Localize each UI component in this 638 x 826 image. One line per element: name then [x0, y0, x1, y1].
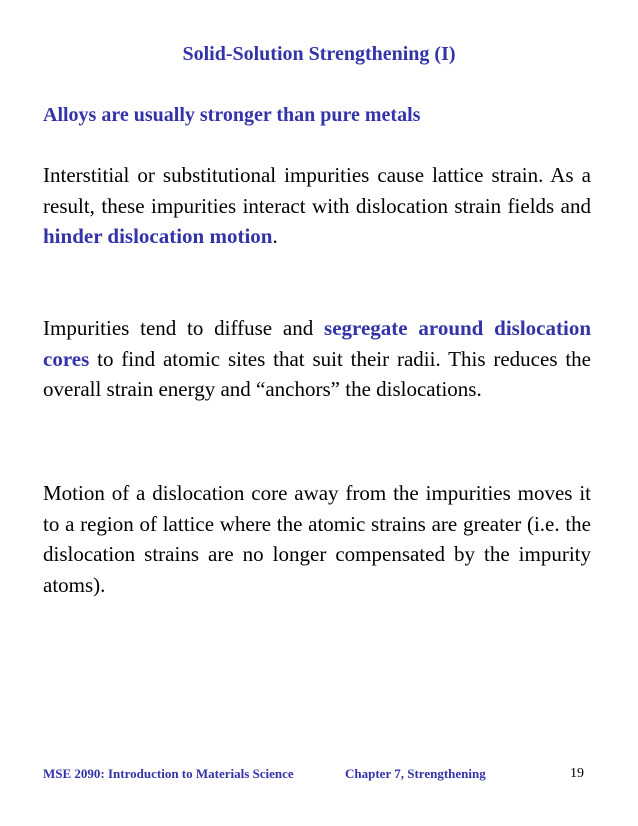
- highlight-segregate-around-cores: segregate around dislocation cores: [43, 316, 591, 371]
- paragraph-text: to find atomic sites that suit their radii. This reduces the overall strain energy and “anchors” the dislocations.: [43, 346, 591, 401]
- footer-course: MSE 2090: Introduction to Materials Science: [43, 766, 294, 781]
- paragraph-text: .: [272, 224, 278, 248]
- footer-chapter: Chapter 7, Strengthening: [345, 766, 486, 781]
- slide-subheading: Alloys are usually stronger than pure metals: [43, 104, 421, 126]
- paragraph-text: Motion of a dislocation core away from the impurities moves it to a region of lattice where the atomic strains are greater (i.e. the dislocation strains are no longer compensated by the impurity atoms).: [43, 481, 591, 597]
- footer-page-number: 19: [570, 766, 584, 781]
- paragraph-core-motion: [43, 478, 591, 600]
- paragraph-lattice-strain: [43, 160, 591, 252]
- paragraph-text: Interstitial or substitutional impurities cause lattice strain. As a result, these impurities interact with dislocation strain fields and: [43, 163, 591, 218]
- highlight-hinder-dislocation-motion: hinder dislocation motion: [43, 224, 273, 248]
- paragraph-segregation: [43, 313, 591, 405]
- paragraph-text: Impurities tend to diffuse and: [43, 316, 325, 340]
- slide-title: Solid-Solution Strengthening (I): [182, 43, 456, 65]
